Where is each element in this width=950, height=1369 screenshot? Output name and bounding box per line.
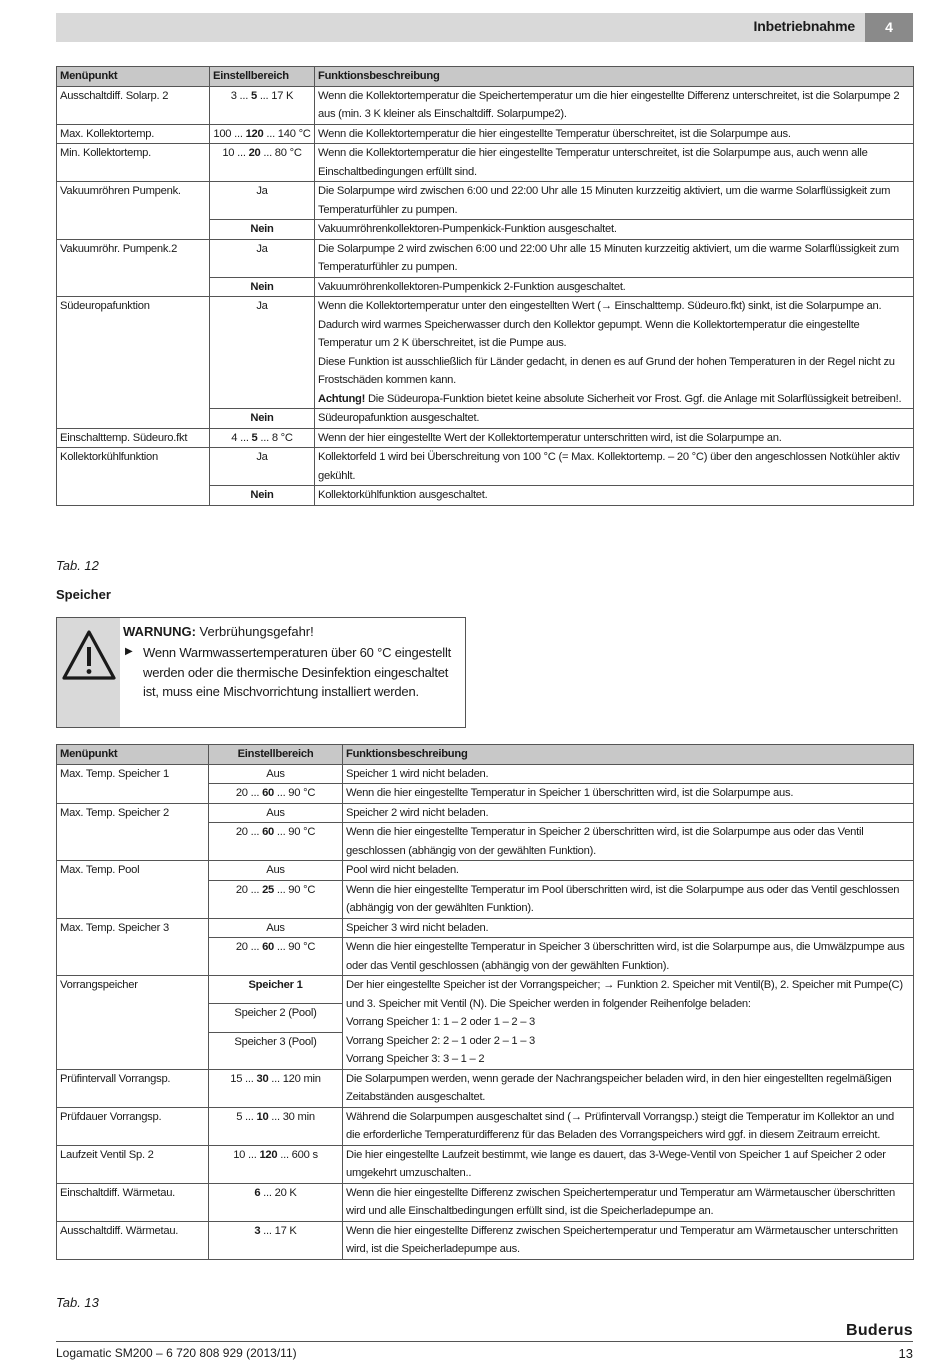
menu-cell: Einschaltdiff. Wärmetau. xyxy=(57,1183,209,1221)
description-cell: Wenn die Kollektortemperatur die hier eingestellte Temperatur unterschreitet, ist die Solarpumpe aus, auch wenn alle Einschaltbedingungen erfüllt sind. xyxy=(315,144,914,182)
footer-divider xyxy=(56,1341,913,1342)
column-header: Einstellbereich xyxy=(210,67,315,87)
description-cell: Wenn die hier eingestellte Temperatur in Speicher 2 überschritten wird, ist die Solarpumpe aus oder das Ventil geschlossen (abhängig von der gewählten Funktion). xyxy=(343,823,914,861)
description-paragraph: Der hier eingestellte Speicher ist der Vorrangspeicher; → Funktion 2. Speicher mit Ventil(B), 2. Speicher mit Pumpe(C) und 3. Speicher mit Ventil (N). Die Speicher werden in folgender Reihenfolge beladen: xyxy=(346,979,903,1010)
range-cell: 6 ... 20 K xyxy=(209,1183,343,1221)
description-cell: Pool wird nicht beladen. xyxy=(343,861,914,881)
table-row xyxy=(57,1221,914,1259)
table-row xyxy=(57,1183,914,1221)
warning-title: Verbrühungsgefahr! xyxy=(195,624,314,639)
description-cell xyxy=(343,976,914,1070)
range-cell: 100 ... 120 ... 140 °C xyxy=(210,124,315,144)
bullet-arrow-icon: ▶ xyxy=(125,646,133,657)
table-row xyxy=(57,976,914,1004)
description-cell: Vakuumröhrenkollektoren-Pumpenkick 2-Funktion ausgeschaltet. xyxy=(315,277,914,297)
option-cell: Aus xyxy=(209,861,343,881)
range-cell: 3 ... 5 ... 17 K xyxy=(210,86,315,124)
section-title: Speicher xyxy=(56,587,111,602)
table-header-row xyxy=(57,67,914,87)
option-cell: Ja xyxy=(210,182,315,220)
description-cell: Wenn die hier eingestellte Temperatur im Pool überschritten wird, ist die Solarpumpe aus oder das Ventil geschlossen (abhängig von der gewählten Funktion). xyxy=(343,880,914,918)
table-row xyxy=(57,144,914,182)
option-cell: Ja xyxy=(210,239,315,277)
description-cell: Die Solarpumpe 2 wird zwischen 6:00 und 22:00 Uhr alle 15 Minuten kurzzeitig aktiviert, um die warme Solarflüssigkeit zum Temperaturfühler zu pumpen. xyxy=(315,239,914,277)
description-cell: Wenn die Kollektortemperatur die Speichertemperatur um die hier eingestellte Differenz unterschreitet, ist die Solarpumpe 2 aus (min. 3 K kleiner als Einschaltdiff. Solarpumpe2). xyxy=(315,86,914,124)
table-row xyxy=(57,124,914,144)
header-title: Inbetriebnahme xyxy=(753,18,855,34)
option-cell: Speicher 1 xyxy=(209,976,343,1004)
table-row xyxy=(57,182,914,220)
column-header: Funktionsbeschreibung xyxy=(343,745,914,765)
table-row xyxy=(57,428,914,448)
description-cell: Speicher 2 wird nicht beladen. xyxy=(343,803,914,823)
table-row xyxy=(57,86,914,124)
warning-heading xyxy=(123,624,314,639)
range-cell: 3 ... 17 K xyxy=(209,1221,343,1259)
table-row xyxy=(57,1107,914,1145)
menu-cell: Laufzeit Ventil Sp. 2 xyxy=(57,1145,209,1183)
table-row xyxy=(57,1145,914,1183)
column-header: Menüpunkt xyxy=(57,67,210,87)
description-cell: Wenn die Kollektortemperatur die hier eingestellte Temperatur überschreitet, ist die Solarpumpe aus. xyxy=(315,124,914,144)
option-cell: Nein xyxy=(210,277,315,297)
caution-label: Achtung! xyxy=(318,392,366,405)
option-cell: Speicher 2 (Pool) xyxy=(209,1004,343,1032)
warning-triangle-icon xyxy=(61,628,117,684)
range-cell: 20 ... 25 ... 90 °C xyxy=(209,880,343,918)
menu-cell: Prüfdauer Vorrangsp. xyxy=(57,1107,209,1145)
description-paragraph: Diese Funktion ist ausschließlich für Länder gedacht, in denen es auf Grund der hohen Temperaturen in der Regel nicht zu Frostschäden kommen kann. xyxy=(318,355,895,386)
menu-cell: Ausschaltdiff. Wärmetau. xyxy=(57,1221,209,1259)
menu-cell: Ausschaltdiff. Solarp. 2 xyxy=(57,86,210,124)
option-cell: Nein xyxy=(210,409,315,429)
column-header: Funktionsbeschreibung xyxy=(315,67,914,87)
warning-text: Wenn Warmwassertemperaturen über 60 °C eingestellt werden oder die thermische Desinfektion eingeschaltet ist, muss eine Mischvorrichtung installiert werden. xyxy=(143,645,452,699)
description-cell: Die Solarpumpen werden, wenn gerade der Nachrangspeicher beladen wird, in den hier eingestellten regelmäßigen Zeitabständen ausgeschaltet. xyxy=(343,1069,914,1107)
settings-table-solar xyxy=(56,66,914,506)
description-cell: Während die Solarpumpen ausgeschaltet sind (→ Prüfintervall Vorrangsp.) steigt die Temperatur im Kollektor an und die erforderliche Temperaturdifferenz für das Beladen des Vorrangspeichers wird ggf. in diesem Zeitraum erreicht. xyxy=(343,1107,914,1145)
warning-icon-panel xyxy=(57,618,120,727)
menu-cell: Einschalttemp. Südeuro.fkt xyxy=(57,428,210,448)
description-paragraph: Vorrang Speicher 2: 2 – 1 oder 2 – 1 – 3 xyxy=(346,1034,536,1047)
menu-cell: Max. Temp. Speicher 1 xyxy=(57,764,209,803)
option-cell: Aus xyxy=(209,803,343,823)
description-paragraph: Wenn die Kollektortemperatur unter den eingestellten Wert (→ Einschalttemp. Südeuro.fkt) sinkt, ist die Solarpumpe an. Dadurch wird warmes Speicherwasser durch den Kollektor gepumpt. Wenn die Kollektortemperatur die eingestellte Temperatur um 2 K überschreitet, ist die Pumpe aus. xyxy=(318,300,882,349)
warning-box xyxy=(56,617,466,728)
menu-cell: Südeuropafunktion xyxy=(57,297,210,429)
menu-cell: Vakuumröhren Pumpenk. xyxy=(57,182,210,240)
range-cell: 20 ... 60 ... 90 °C xyxy=(209,823,343,861)
range-cell: 4 ... 5 ... 8 °C xyxy=(210,428,315,448)
option-cell: Ja xyxy=(210,297,315,409)
description-cell: Wenn die hier eingestellte Temperatur in Speicher 3 überschritten wird, ist die Solarpumpe aus, die Umwälzpumpe aus oder das Ventil geschlossen (abhängig von der gewählten Funktion). xyxy=(343,938,914,976)
menu-cell: Max. Temp. Speicher 2 xyxy=(57,803,209,861)
menu-cell: Max. Temp. Speicher 3 xyxy=(57,918,209,976)
table-row xyxy=(57,861,914,881)
column-header: Menüpunkt xyxy=(57,745,209,765)
description-cell: Vakuumröhrenkollektoren-Pumpenkick-Funktion ausgeschaltet. xyxy=(315,220,914,240)
table-row xyxy=(57,448,914,486)
range-cell: 10 ... 20 ... 80 °C xyxy=(210,144,315,182)
option-cell: Nein xyxy=(210,220,315,240)
description-cell xyxy=(315,297,914,409)
range-cell: 15 ... 30 ... 120 min xyxy=(209,1069,343,1107)
table-header-row xyxy=(57,745,914,765)
chapter-number: 4 xyxy=(865,13,913,42)
page-number: 13 xyxy=(898,1346,913,1361)
description-cell: Wenn die hier eingestellte Differenz zwischen Speichertemperatur und Temperatur am Wärmetauscher unterschritten wird, ist die Speicherladepumpe aus. xyxy=(343,1221,914,1259)
option-cell: Ja xyxy=(210,448,315,486)
table-row xyxy=(57,764,914,784)
range-cell: 5 ... 10 ... 30 min xyxy=(209,1107,343,1145)
description-cell: Speicher 3 wird nicht beladen. xyxy=(343,918,914,938)
description-paragraph: Achtung! Die Südeuropa-Funktion bietet keine absolute Sicherheit vor Frost. Ggf. die Anlage mit Solarflüssigkeit betreiben!. xyxy=(318,392,902,405)
description-cell: Die hier eingestellte Laufzeit bestimmt, wie lange es dauert, das 3-Wege-Ventil von Speicher 1 auf Speicher 2 oder umgekehrt umzuschalten.. xyxy=(343,1145,914,1183)
description-cell: Wenn die hier eingestellte Differenz zwischen Speichertemperatur und Temperatur am Wärmetauscher überschritten wird und alle Einschaltbedingungen erfüllt sind, ist die Speicherladepumpe an. xyxy=(343,1183,914,1221)
menu-cell: Max. Temp. Pool xyxy=(57,861,209,919)
table-row xyxy=(57,297,914,409)
warning-label: WARNUNG: xyxy=(123,624,196,639)
table-caption: Tab. 13 xyxy=(56,1295,99,1310)
option-cell: Aus xyxy=(209,764,343,784)
option-cell: Aus xyxy=(209,918,343,938)
document-reference: Logamatic SM200 – 6 720 808 929 (2013/11) xyxy=(56,1346,297,1360)
description-cell: Wenn die hier eingestellte Temperatur in Speicher 1 überschritten wird, ist die Solarpumpe aus. xyxy=(343,784,914,804)
description-cell: Kollektorfeld 1 wird bei Überschreitung von 100 °C (= Max. Kollektortemp. – 20 °C) über den angeschlossen Notkühler aktiv gekühlt. xyxy=(315,448,914,486)
brand-logo: Buderus xyxy=(846,1322,913,1339)
description-cell: Südeuropafunktion ausgeschaltet. xyxy=(315,409,914,429)
menu-cell: Kollektorkühlfunktion xyxy=(57,448,210,506)
settings-table-storage xyxy=(56,744,914,1260)
menu-cell: Max. Kollektortemp. xyxy=(57,124,210,144)
description-cell: Wenn der hier eingestellte Wert der Kollektortemperatur unterschritten wird, ist die Solarpumpe an. xyxy=(315,428,914,448)
range-cell: 20 ... 60 ... 90 °C xyxy=(209,784,343,804)
table-caption: Tab. 12 xyxy=(56,558,99,573)
range-cell: 20 ... 60 ... 90 °C xyxy=(209,938,343,976)
menu-cell: Vorrangspeicher xyxy=(57,976,209,1070)
option-cell: Nein xyxy=(210,486,315,506)
description-cell: Speicher 1 wird nicht beladen. xyxy=(343,764,914,784)
menu-cell: Prüfintervall Vorrangsp. xyxy=(57,1069,209,1107)
description-paragraph: Vorrang Speicher 1: 1 – 2 oder 1 – 2 – 3 xyxy=(346,1016,536,1028)
page-header xyxy=(56,13,913,42)
range-cell: 10 ... 120 ... 600 s xyxy=(209,1145,343,1183)
description-cell: Kollektorkühlfunktion ausgeschaltet. xyxy=(315,486,914,506)
table-row xyxy=(57,803,914,823)
description-cell: Die Solarpumpe wird zwischen 6:00 und 22:00 Uhr alle 15 Minuten kurzzeitig aktiviert, um die warme Solarflüssigkeit zum Temperaturfühler zu pumpen. xyxy=(315,182,914,220)
table-row xyxy=(57,918,914,938)
table-row xyxy=(57,1069,914,1107)
table-row xyxy=(57,239,914,277)
menu-cell: Min. Kollektortemp. xyxy=(57,144,210,182)
menu-cell: Vakuumröhr. Pumpenk.2 xyxy=(57,239,210,297)
description-paragraph: Vorrang Speicher 3: 3 – 1 – 2 xyxy=(346,1053,485,1065)
option-cell: Speicher 3 (Pool) xyxy=(209,1032,343,1069)
column-header: Einstellbereich xyxy=(209,745,343,765)
